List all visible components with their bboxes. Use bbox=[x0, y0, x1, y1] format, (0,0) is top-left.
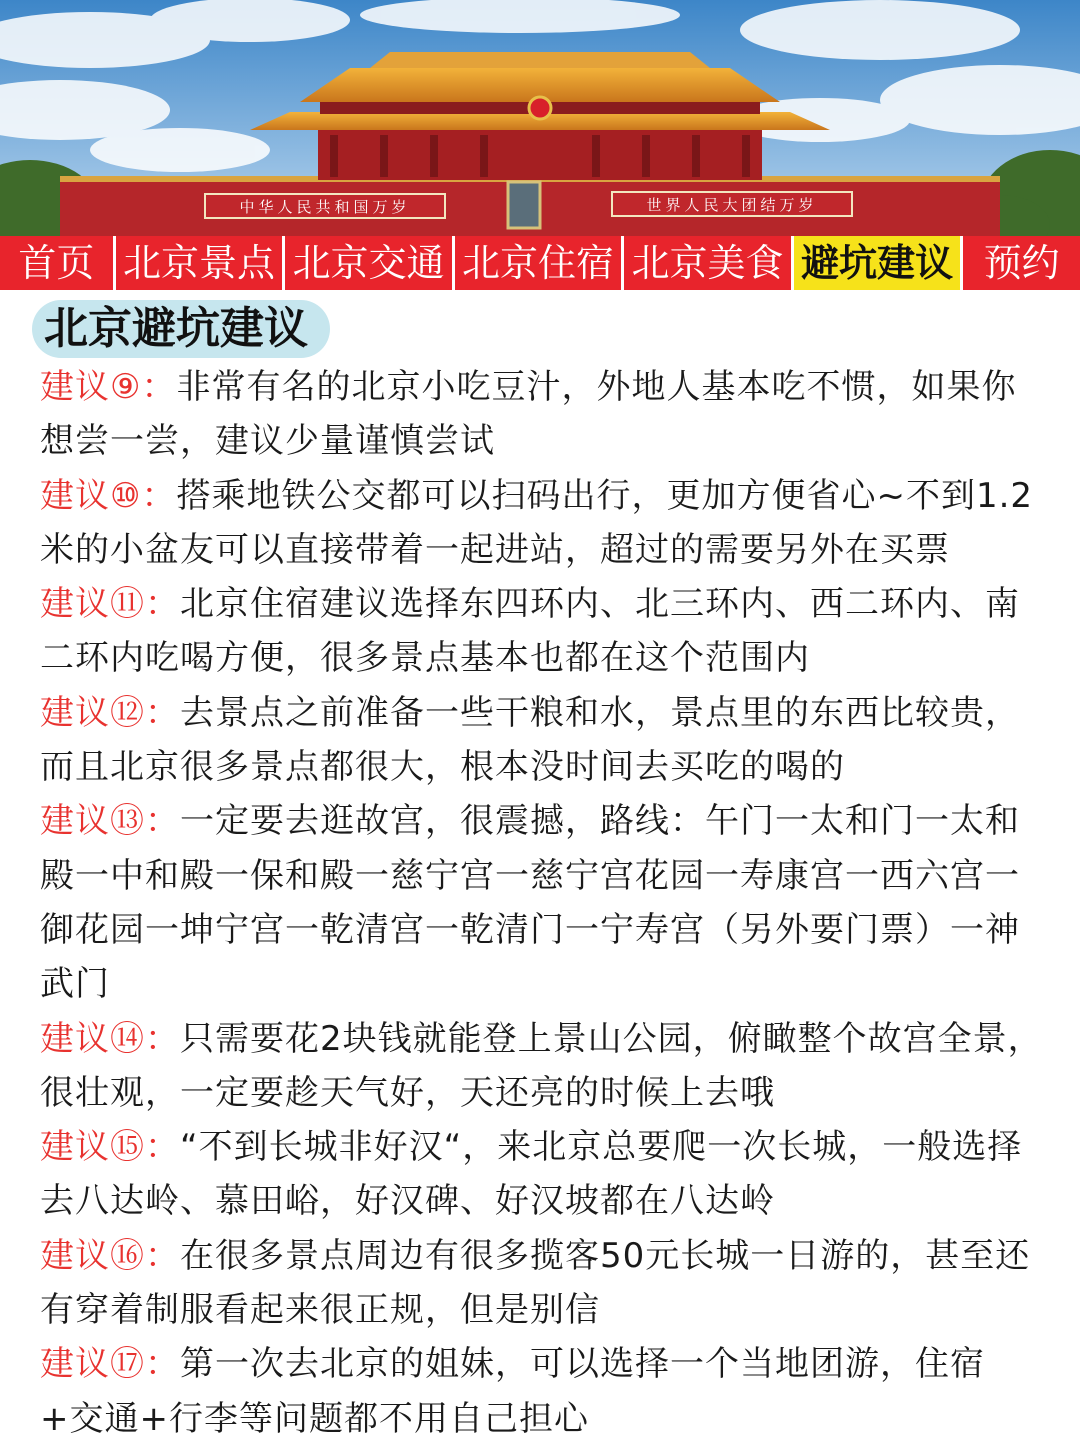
tab-beijing-attractions[interactable]: 北京景点 bbox=[116, 236, 283, 290]
tip-item bbox=[40, 794, 1048, 1011]
tip-text: 在很多景点周边有很多揽客50元长城一日游的，甚至还有穿着制服看起来很正规，但是别信 bbox=[40, 1235, 1031, 1331]
tip-text: 去景点之前准备一些干粮和水，景点里的东西比较贵，而且北京很多景点都很大，根本没时间去买吃的喝的 bbox=[40, 692, 1020, 788]
tiananmen-illustration bbox=[0, 0, 1080, 236]
tip-label: 建议⑪： bbox=[40, 584, 180, 625]
tab-beijing-food[interactable]: 北京美食 bbox=[624, 236, 791, 290]
tip-label: 建议⑬： bbox=[40, 801, 180, 842]
tab-beijing-lodging[interactable]: 北京住宿 bbox=[455, 236, 622, 290]
tip-text: 第一次去北京的姐妹，可以选择一个当地团游，住宿+交通+行李等问题都不用自己担心 bbox=[40, 1344, 985, 1439]
tip-text: 搭乘地铁公交都可以扫码出行，更加方便省心~不到1.2米的小盆友可以直接带着一起进站，超过的需要另外在买票 bbox=[40, 475, 1034, 570]
tip-label: 建议⑭： bbox=[40, 1018, 180, 1059]
tip-item bbox=[40, 469, 1048, 578]
tip-item bbox=[40, 360, 1048, 469]
tip-label: 建议⑰： bbox=[40, 1344, 180, 1385]
tip-text: 非常有名的北京小吃豆汁，外地人基本吃不惯，如果你想尝一尝，建议少量谨慎尝试 bbox=[40, 367, 1017, 462]
tip-label: 建议⑨： bbox=[40, 367, 177, 407]
tip-item bbox=[40, 1337, 1048, 1446]
section-title: 北京避坑建议 bbox=[32, 300, 330, 358]
tip-label: 建议⑩： bbox=[40, 475, 177, 516]
banner-left-text: 中华人民共和国万岁 bbox=[239, 198, 411, 216]
banner-right-text: 世界人民大团结万岁 bbox=[646, 196, 818, 214]
tip-item bbox=[40, 1229, 1048, 1338]
tab-beijing-transport[interactable]: 北京交通 bbox=[285, 236, 452, 290]
category-nav bbox=[0, 236, 1080, 290]
tip-label: 建议⑯： bbox=[40, 1235, 180, 1276]
tip-item bbox=[40, 1120, 1048, 1229]
tab-home[interactable]: 首页 bbox=[0, 236, 113, 290]
tip-text: 北京住宿建议选择东四环内、北三环内、西二环内、南二环内吃喝方便，很多景点基本也都在这个范围内 bbox=[40, 584, 1020, 679]
tip-text: 一定要去逛故宫，很震撼，路线：午门一太和门一太和殿一中和殿一保和殿一慈宁宫一慈宁宫花园一寿康宫一西六宫一御花园一坤宁宫一乾清宫一乾清门一宁寿宫（另外要门票）一神武门 bbox=[40, 801, 1020, 1005]
hero-image bbox=[0, 0, 1080, 236]
portrait bbox=[508, 182, 540, 228]
tip-item bbox=[40, 1012, 1048, 1121]
tip-label: 建议⑫： bbox=[40, 692, 180, 733]
tip-text: “不到长城非好汉“，来北京总要爬一次长城，一般选择去八达岭、慕田峪，好汉碑、好汉坡都在八达岭 bbox=[40, 1127, 1023, 1222]
tip-item bbox=[40, 577, 1048, 686]
tip-label: 建议⑮： bbox=[40, 1127, 180, 1168]
tips-list bbox=[40, 360, 1048, 1446]
tip-text: 只需要花2块钱就能登上景山公园，俯瞰整个故宫全景，很壮观，一定要趁天气好，天还亮的时候上去哦 bbox=[40, 1018, 1043, 1113]
main-content bbox=[0, 290, 1080, 1446]
tab-reservation[interactable]: 预约 bbox=[963, 236, 1080, 290]
tip-item bbox=[40, 686, 1048, 795]
national-emblem bbox=[529, 97, 551, 119]
tab-avoid-pitfalls[interactable]: 避坑建议 bbox=[794, 236, 961, 290]
